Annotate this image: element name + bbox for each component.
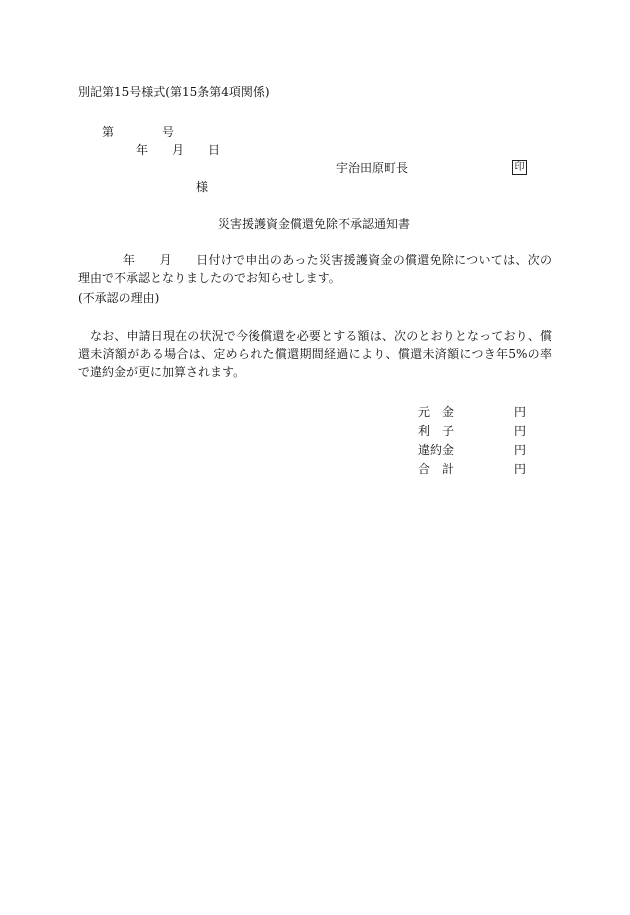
issuer-title: 宇治田原町長 <box>336 161 409 175</box>
amount-label-total-b: 計 <box>442 462 455 476</box>
date-year: 年 <box>136 143 149 157</box>
amount-label-principal-a: 元 <box>418 405 431 419</box>
document-number-suffix: 号 <box>162 125 175 139</box>
issuer-seal <box>512 160 527 175</box>
amount-label-interest-b: 子 <box>442 424 455 438</box>
reason-label: (不承認の理由) <box>78 291 160 305</box>
paragraph-month: 月 <box>159 253 172 267</box>
amount-label-interest-a: 利 <box>418 424 431 438</box>
notice-paragraph <box>78 251 552 287</box>
date-day: 日 <box>208 143 221 157</box>
date-month: 月 <box>172 143 185 157</box>
amount-unit-principal: 円 <box>514 405 527 419</box>
form-reference: 別記第15号様式(第15条第4項関係) <box>78 85 270 99</box>
amount-unit-penalty: 円 <box>514 443 527 457</box>
amount-label-total-a: 合 <box>418 462 431 476</box>
amount-label-principal <box>418 406 454 418</box>
document-number-prefix: 第 <box>102 125 115 139</box>
amount-unit-total: 円 <box>514 462 527 476</box>
amount-label-total <box>418 463 454 475</box>
addressee-honorific: 様 <box>196 180 209 194</box>
amount-unit-interest: 円 <box>514 424 527 438</box>
paragraph-year: 年 <box>123 253 136 267</box>
amount-label-penalty: 違約金 <box>418 443 455 457</box>
paragraph-text: 日付けで申出のあった災害援護資金の償還免除については、次の理由で不承認となりましたのでお知らせします。 <box>78 253 552 285</box>
seal-mark: 印 <box>512 160 527 175</box>
amount-label-interest <box>418 425 454 437</box>
amount-label-principal-b: 金 <box>442 405 455 419</box>
document-title: 災害援護資金償還免除不承認通知書 <box>218 217 411 231</box>
remaining-amount-paragraph: なお、申請日現在の状況で今後償還を必要とする額は、次のとおりとなっており、償還未済額がある場合は、定められた償還期間経過により、償還未済額につき年5%の率で違約金が更に加算されます。 <box>78 329 552 379</box>
